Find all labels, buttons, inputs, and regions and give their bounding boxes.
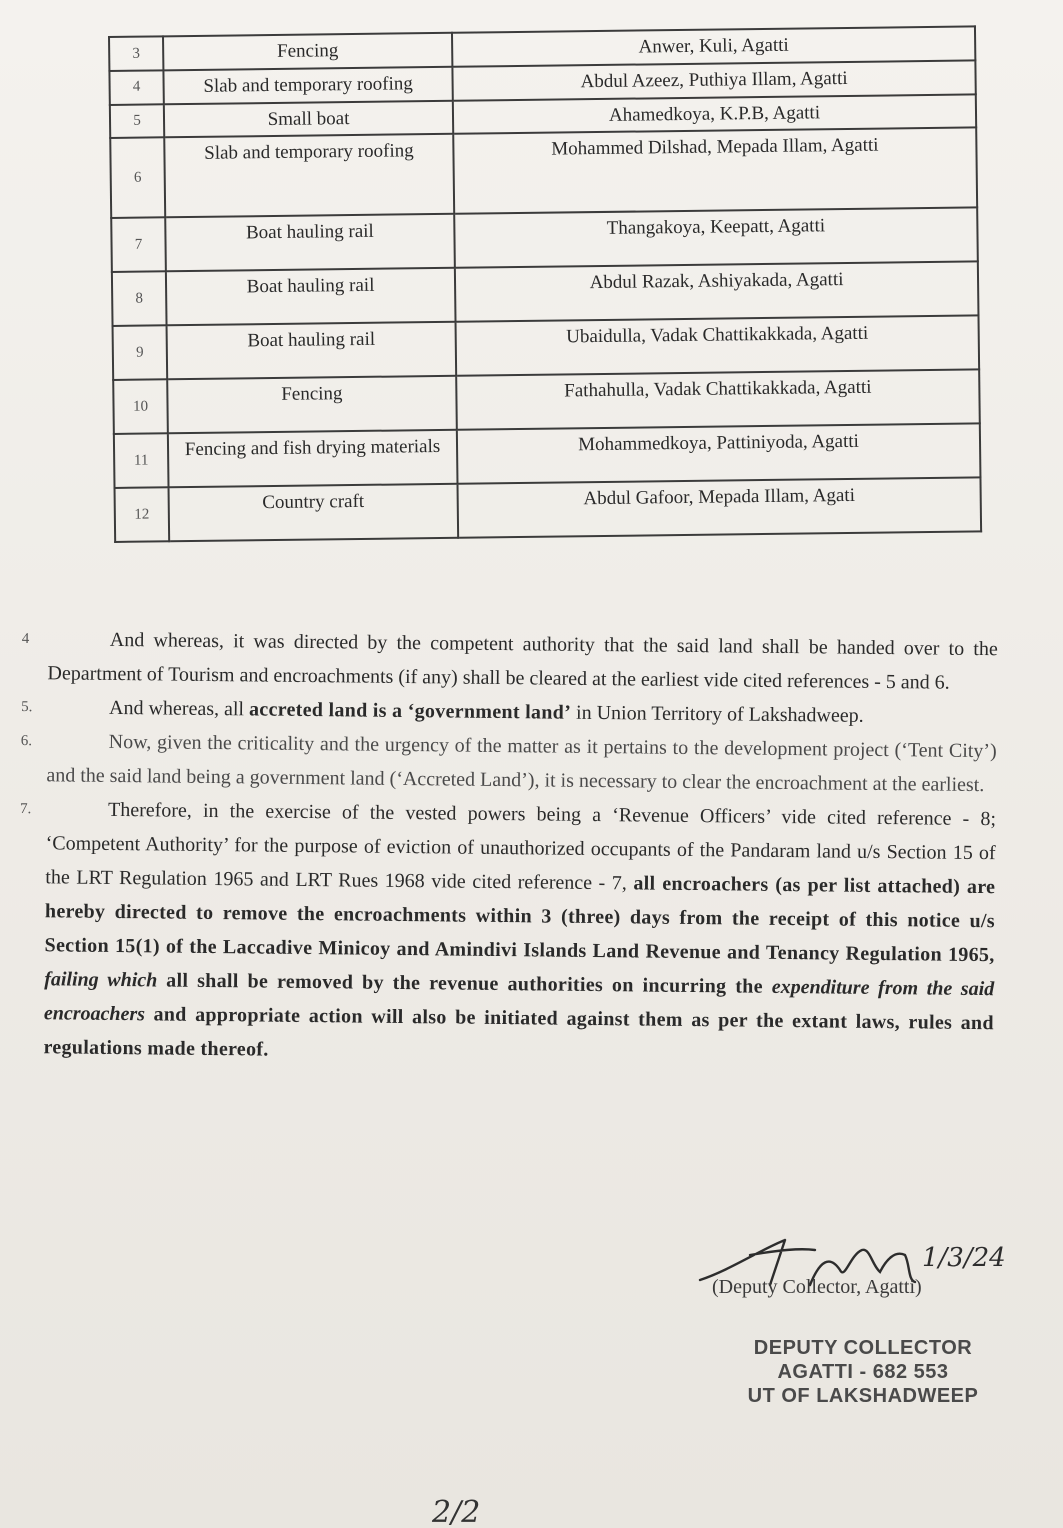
- bold-italic-run: failing which: [44, 968, 158, 992]
- stamp-line: AGATTI - 682 553: [777, 1361, 949, 1383]
- stamp-line: UT OF LAKSHADWEEP: [747, 1385, 979, 1407]
- encroachment-type-cell: Boat hauling rail: [166, 268, 456, 326]
- encroacher-name-cell: Fathahulla, Vadak Chattikakkada, Agatti: [456, 370, 980, 430]
- encroacher-name-cell: Abdul Razak, Ashiyakada, Agatti: [455, 262, 979, 322]
- office-stamp: [728, 1336, 998, 1408]
- paragraph-6: [20, 724, 997, 802]
- bold-run: all encroachers (as per list attached) are hereby directed to remove the encroachments within 3 (three) days from the receipt of this notice u/s Section 15(1) of the: [44, 872, 996, 959]
- text-run: in Union Territory of Lakshadweep.: [570, 701, 864, 727]
- notice-body: [17, 622, 998, 1074]
- encroachment-type-cell: Boat hauling rail: [167, 322, 457, 380]
- serial-number-cell: 9: [113, 326, 168, 381]
- paragraph-text: Now, given the criticality and the urgency of the matter as it pertains to the development project (‘Tent City’) and the said land being a government land (‘Accreted Land’), it is necessary to clear the encroachment at the earliest.: [46, 730, 997, 797]
- serial-number-cell: 6: [110, 138, 165, 219]
- serial-number-cell: 11: [114, 434, 169, 489]
- bold-run: accreted land is a ‘government land’: [248, 698, 572, 724]
- serial-number-cell: 7: [111, 218, 166, 273]
- paragraph-number: 7.: [19, 800, 32, 818]
- paragraph-number: 4: [21, 630, 30, 648]
- paragraph-4: [21, 622, 998, 700]
- encroachment-type-cell: Fencing and fish drying materials: [168, 430, 458, 488]
- encroachment-type-cell: Country craft: [169, 484, 459, 542]
- encroachment-type-cell: Fencing: [167, 376, 457, 434]
- encroacher-name-cell: Ahamedkoya, K.P.B, Agatti: [453, 94, 976, 134]
- serial-number-cell: 3: [109, 36, 163, 70]
- bold-run: and appropriate action will also be initiated against them as per the extant laws, rules and regulations made thereof.: [43, 1003, 994, 1061]
- serial-number-cell: 8: [112, 272, 167, 327]
- encroachment-type-cell: Slab and temporary roofing: [164, 134, 454, 218]
- paragraph-number: 5.: [21, 698, 33, 716]
- page-number: 2/2: [432, 1495, 481, 1528]
- encroachers-table: [108, 25, 982, 543]
- bold-run: all shall be removed by the revenue authorities on incurring the: [157, 969, 772, 998]
- encroachment-type-cell: Slab and temporary roofing: [163, 67, 452, 104]
- bold-run: Laccadive Minicoy and Amindivi Islands Land Revenue and Tenancy Regulation 1965: [222, 936, 990, 967]
- paragraph-text: [43, 792, 996, 1074]
- table-row: [110, 128, 977, 219]
- serial-number-cell: 5: [110, 104, 164, 138]
- paragraph-7: [17, 792, 996, 1074]
- serial-number-cell: 10: [113, 380, 168, 435]
- bold-italic-run: expenditure from the said encroachers: [43, 975, 995, 1026]
- encroacher-name-cell: Anwer, Kuli, Agatti: [452, 26, 975, 66]
- text-run: And whereas, all: [108, 696, 250, 721]
- encroacher-name-cell: Mohammed Dilshad, Mepada Illam, Agatti: [453, 128, 977, 214]
- encroachment-type-cell: Boat hauling rail: [165, 214, 455, 272]
- signatory-designation: (Deputy Collector, Agatti): [712, 1276, 922, 1298]
- signature-date: 1/3/24: [922, 1243, 1006, 1273]
- encroacher-name-cell: Abdul Gafoor, Mepada Illam, Agati: [457, 478, 981, 538]
- bold-run: ,: [989, 944, 995, 967]
- stamp-line: DEPUTY COLLECTOR: [753, 1337, 973, 1359]
- serial-number-cell: 12: [115, 488, 170, 543]
- encroacher-name-cell: Mohammedkoya, Pattiniyoda, Agatti: [457, 424, 981, 484]
- encroachment-type-cell: Fencing: [163, 33, 452, 70]
- page-number-mark: [428, 1488, 518, 1528]
- paragraph-number: 6.: [20, 732, 33, 750]
- table-row: [115, 478, 982, 543]
- encroacher-name-cell: Thangakoya, Keepatt, Agatti: [454, 208, 978, 268]
- paragraph-text: And whereas, it was directed by the competent authority that the said land shall be handed over to the Department of Tourism and encroachments (if any) shall be cleared at the earliest vide cited references - 5 and 6.: [47, 628, 998, 694]
- encroachers-table-body: [109, 26, 981, 542]
- encroacher-name-cell: Abdul Azeez, Puthiya Illam, Agatti: [452, 60, 975, 100]
- text-run: Therefore, in the exercise of the vested powers being a ‘Revenue Officers’ vide cited reference - 8; ‘Competent Authority’ for the purpose of eviction of unauthorized occupants of the Pandaram land u/s Section 15 of the LRT Regulation 1965 and LRT Rues 1968 vide cited reference - 7,: [45, 798, 997, 895]
- serial-number-cell: 4: [109, 70, 163, 104]
- encroacher-name-cell: Ubaidulla, Vadak Chattikakkada, Agatti: [456, 316, 980, 376]
- encroachment-type-cell: Small boat: [164, 100, 453, 137]
